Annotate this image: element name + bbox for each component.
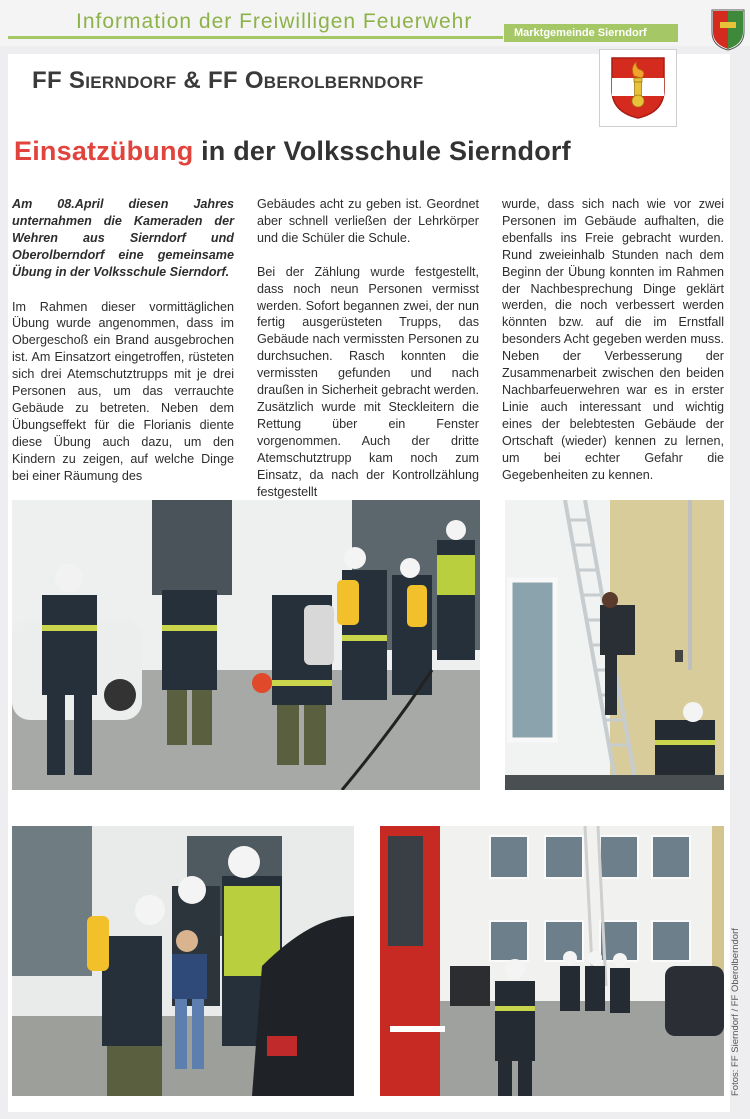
article-column-3 [502,196,724,483]
article-paragraph: Bei der Zählung wurde festgestellt, dass noch neun Personen vermisst werden. Sofort begannen zwei, der nun fertig ausgerüsteten Trupps, das Gebäude nach vermissten Personen zu durchsuchen. Rasch konnten die vermissten gefunden und nach draußen in Sicherheit gebracht werden. Zusätzlich wurde mit Steckleitern die Rettung über ein Fenster vorgenommen. Auch der dritte Atemschutztrupp kam noch zum Einsatz, da nach der Kontrollzählung festgestellt [257,264,479,499]
article-paragraph: Gebäudes acht zu geben ist. Geordnet aber schnell verließen der Lehrkörper und die Schüler die Schule. [257,197,479,245]
header-rule [8,36,503,39]
headline-highlight: Einsatzübung [14,136,194,166]
article-column-2 [257,196,479,500]
article-headline [14,136,571,167]
municipality-badge: Marktgemeinde Sierndorf [504,24,678,42]
fire-brigade-crest [599,49,677,127]
photo-fire-truck [380,826,724,1096]
municipality-crest-icon [710,8,746,52]
article-column-1 [12,196,234,485]
photo-respiratory-teams [12,500,480,790]
headline-rest: in der Volksschule Sierndorf [193,136,571,166]
fire-brigade-crest-icon [610,56,666,120]
header-title: Information der Freiwilligen Feuerwehr [76,10,473,33]
photo-credit: Fotos: FF Sierndorf / FF Oberolberndorf [730,928,741,1096]
photo-ladder-rescue [505,500,724,790]
article-paragraph: Im Rahmen dieser vormittäglichen Übung wurde angenommen, dass im Obergeschoß ein Brand ausgebrochen ist. Am Einsatzort eingetroffen, rüsteten sich drei Atemschutztrupps mit je drei Personen aus, um das verrauchte Gebäude zu betreten. Neben dem Übungseffekt für die Florianis diente diese Übung auch dazu, um den Kindern zu zeigen, auf welche Dinge bei einer Räumung des [12,299,234,483]
article-lead: Am 08.April diesen Jahres unternahmen die Kameraden der Wehren aus Sierndorf und Oberolberndorf eine gemeinsame Übung in der Volksschule Sierndorf. [12,197,234,279]
section-title: FF Sierndorf & FF Oberolberndorf [32,67,424,94]
photo-child-rescue [12,826,354,1096]
article-paragraph: wurde, dass sich nach wie vor zwei Personen im Gebäude aufhalten, die ebenfalls ins Freie gebracht wurden. Rund zweieinhalb Stunden nach dem Beginn der Übung konnten im Rahmen der Nachbesprechung Dinge geklärt werden, die noch verbessert werden könnten bzw. auf die im Ernstfall besonders Acht gegeben werden muss. Neben der Verbesserung der Zusammenarbeit zwischen den beiden Nachbarfeuerwehren war es in erster Linie auch interessant und wichtig eines der belebtesten Gebäude der Ortschaft (wieder) kennen zu lernen, um bei echter Gefahr die Gegebenheiten zu kennen. [502,197,724,482]
